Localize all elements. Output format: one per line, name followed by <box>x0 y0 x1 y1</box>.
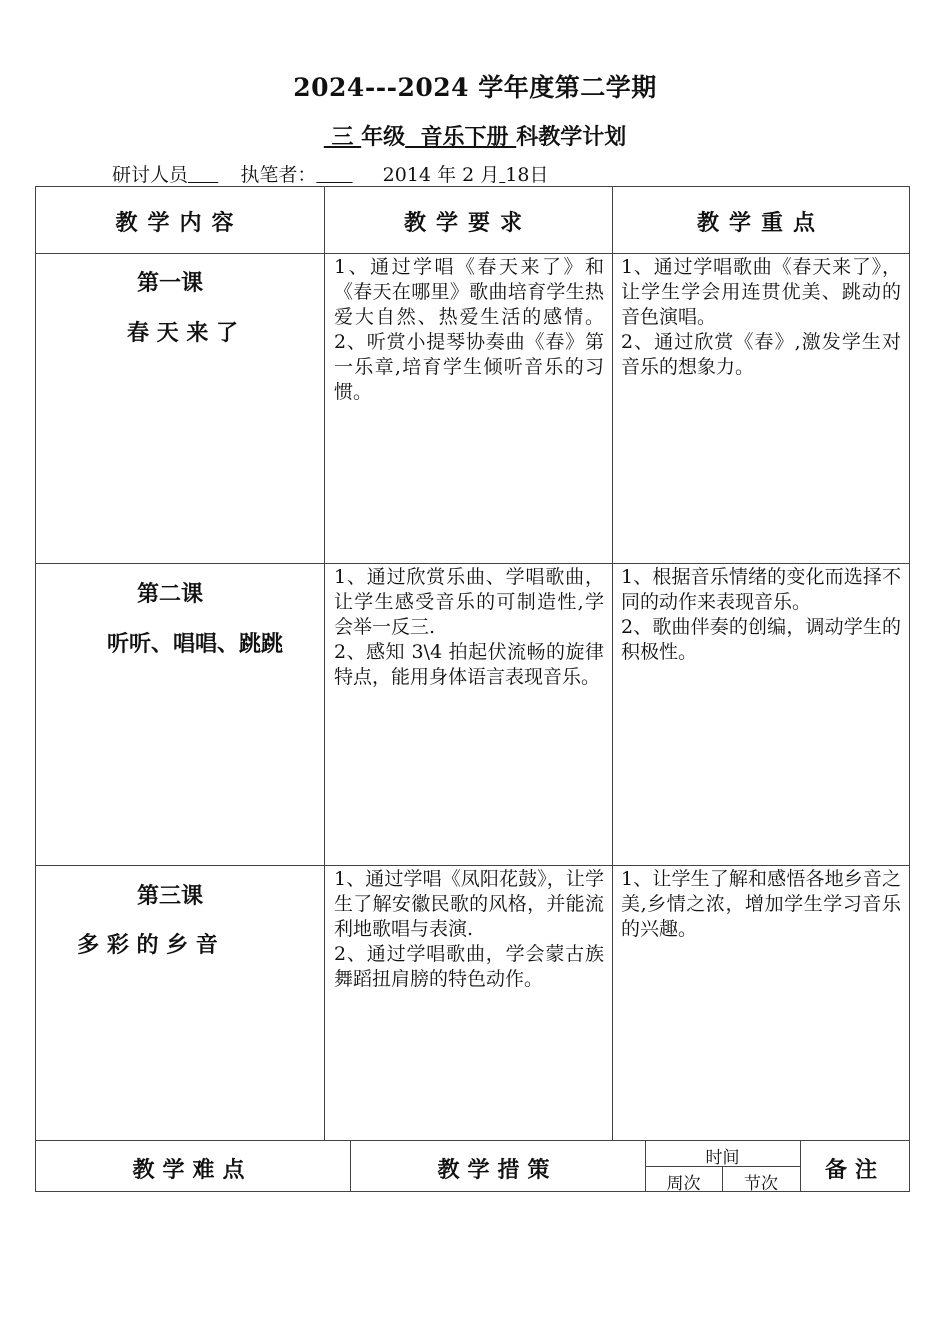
page-title: 2024---2024 学年度第二学期 <box>293 73 657 102</box>
footer-remarks: 备注 <box>824 1157 885 1183</box>
lesson-3-focus: 1、让学生了解和感悟各地乡音之美,乡情之浓，增加学生学习音乐的兴趣。 <box>621 868 901 940</box>
row1-divider <box>35 563 910 564</box>
subject-value: 音乐下册 <box>420 124 509 150</box>
subtitle-rest: 科教学计划 <box>516 124 627 150</box>
lesson-2-focus: 1、根据音乐情绪的变化而选择不同的动作来表现音乐。 2、歌曲伴奏的创编，调动学生的积极性。 <box>621 566 901 663</box>
writer-blank <box>316 164 352 186</box>
lesson-1-title: 春 天 来 了 <box>127 320 238 346</box>
header-requirements: 教学要求 <box>403 210 532 236</box>
researchers-blank <box>188 164 218 186</box>
footer-week: 周次 <box>666 1174 701 1194</box>
col-divider-2 <box>612 186 613 1140</box>
lesson-1-requirement: 1、通过学唱《春天来了》和《春天在哪里》歌曲培育学生热爱大自然、热爱生活的感情。2、听赏小提琴协奏曲《春》第一乐章,培育学生倾听音乐的习惯。 <box>334 256 604 403</box>
grade-value: 三 <box>331 124 354 150</box>
footer-period: 节次 <box>744 1174 778 1194</box>
writer-label: 执笔者： <box>240 164 317 186</box>
date-suffix: 日 <box>529 164 549 186</box>
lesson-2-requirement: 1、通过欣赏乐曲、学唱歌曲，让学生感受音乐的可制造性,学会举一反三. 2、感知 3\4 拍起伏流畅的旋律特点，能用身体语言表现音乐。 <box>334 566 604 688</box>
lesson-3-number: 第三课 <box>136 883 203 909</box>
meta-line <box>112 160 548 187</box>
page-subtitle <box>0 120 950 151</box>
lesson-1-number: 第一课 <box>136 270 203 296</box>
grade-word: 年级 <box>361 124 406 150</box>
header-divider <box>35 253 910 254</box>
header-content: 教学内容 <box>115 210 244 236</box>
lesson-3-title: 多 彩 的 乡 音 <box>77 932 218 958</box>
footer-time: 时间 <box>705 1148 740 1168</box>
date-day: 18 <box>505 164 530 186</box>
row2-divider <box>35 865 910 866</box>
lesson-2-number: 第二课 <box>136 581 203 607</box>
footer-measures: 教学措策 <box>437 1157 558 1183</box>
row3-divider <box>35 1140 910 1141</box>
researchers-label: 研讨人员 <box>112 164 189 186</box>
header-focus: 教学重点 <box>696 210 825 236</box>
lesson-1-focus: 1、通过学唱歌曲《春天来了》，让学生学会用连贯优美、跳动的音色演唱。 2、通过欣赏《春》,激发学生对音乐的想象力。 <box>621 256 901 378</box>
footer-difficulty: 教学难点 <box>132 1157 253 1183</box>
date-prefix: 2014 年 2 月 <box>382 164 500 186</box>
lesson-3-requirement: 1、通过学唱《凤阳花鼓》，让学生了解安徽民歌的风格，并能流利地歌唱与表演. 2、通过学唱歌曲，学会蒙古族舞蹈扭肩膀的特色动作。 <box>334 868 604 990</box>
lesson-2-title: 听听、唱唱、跳跳 <box>106 631 283 657</box>
